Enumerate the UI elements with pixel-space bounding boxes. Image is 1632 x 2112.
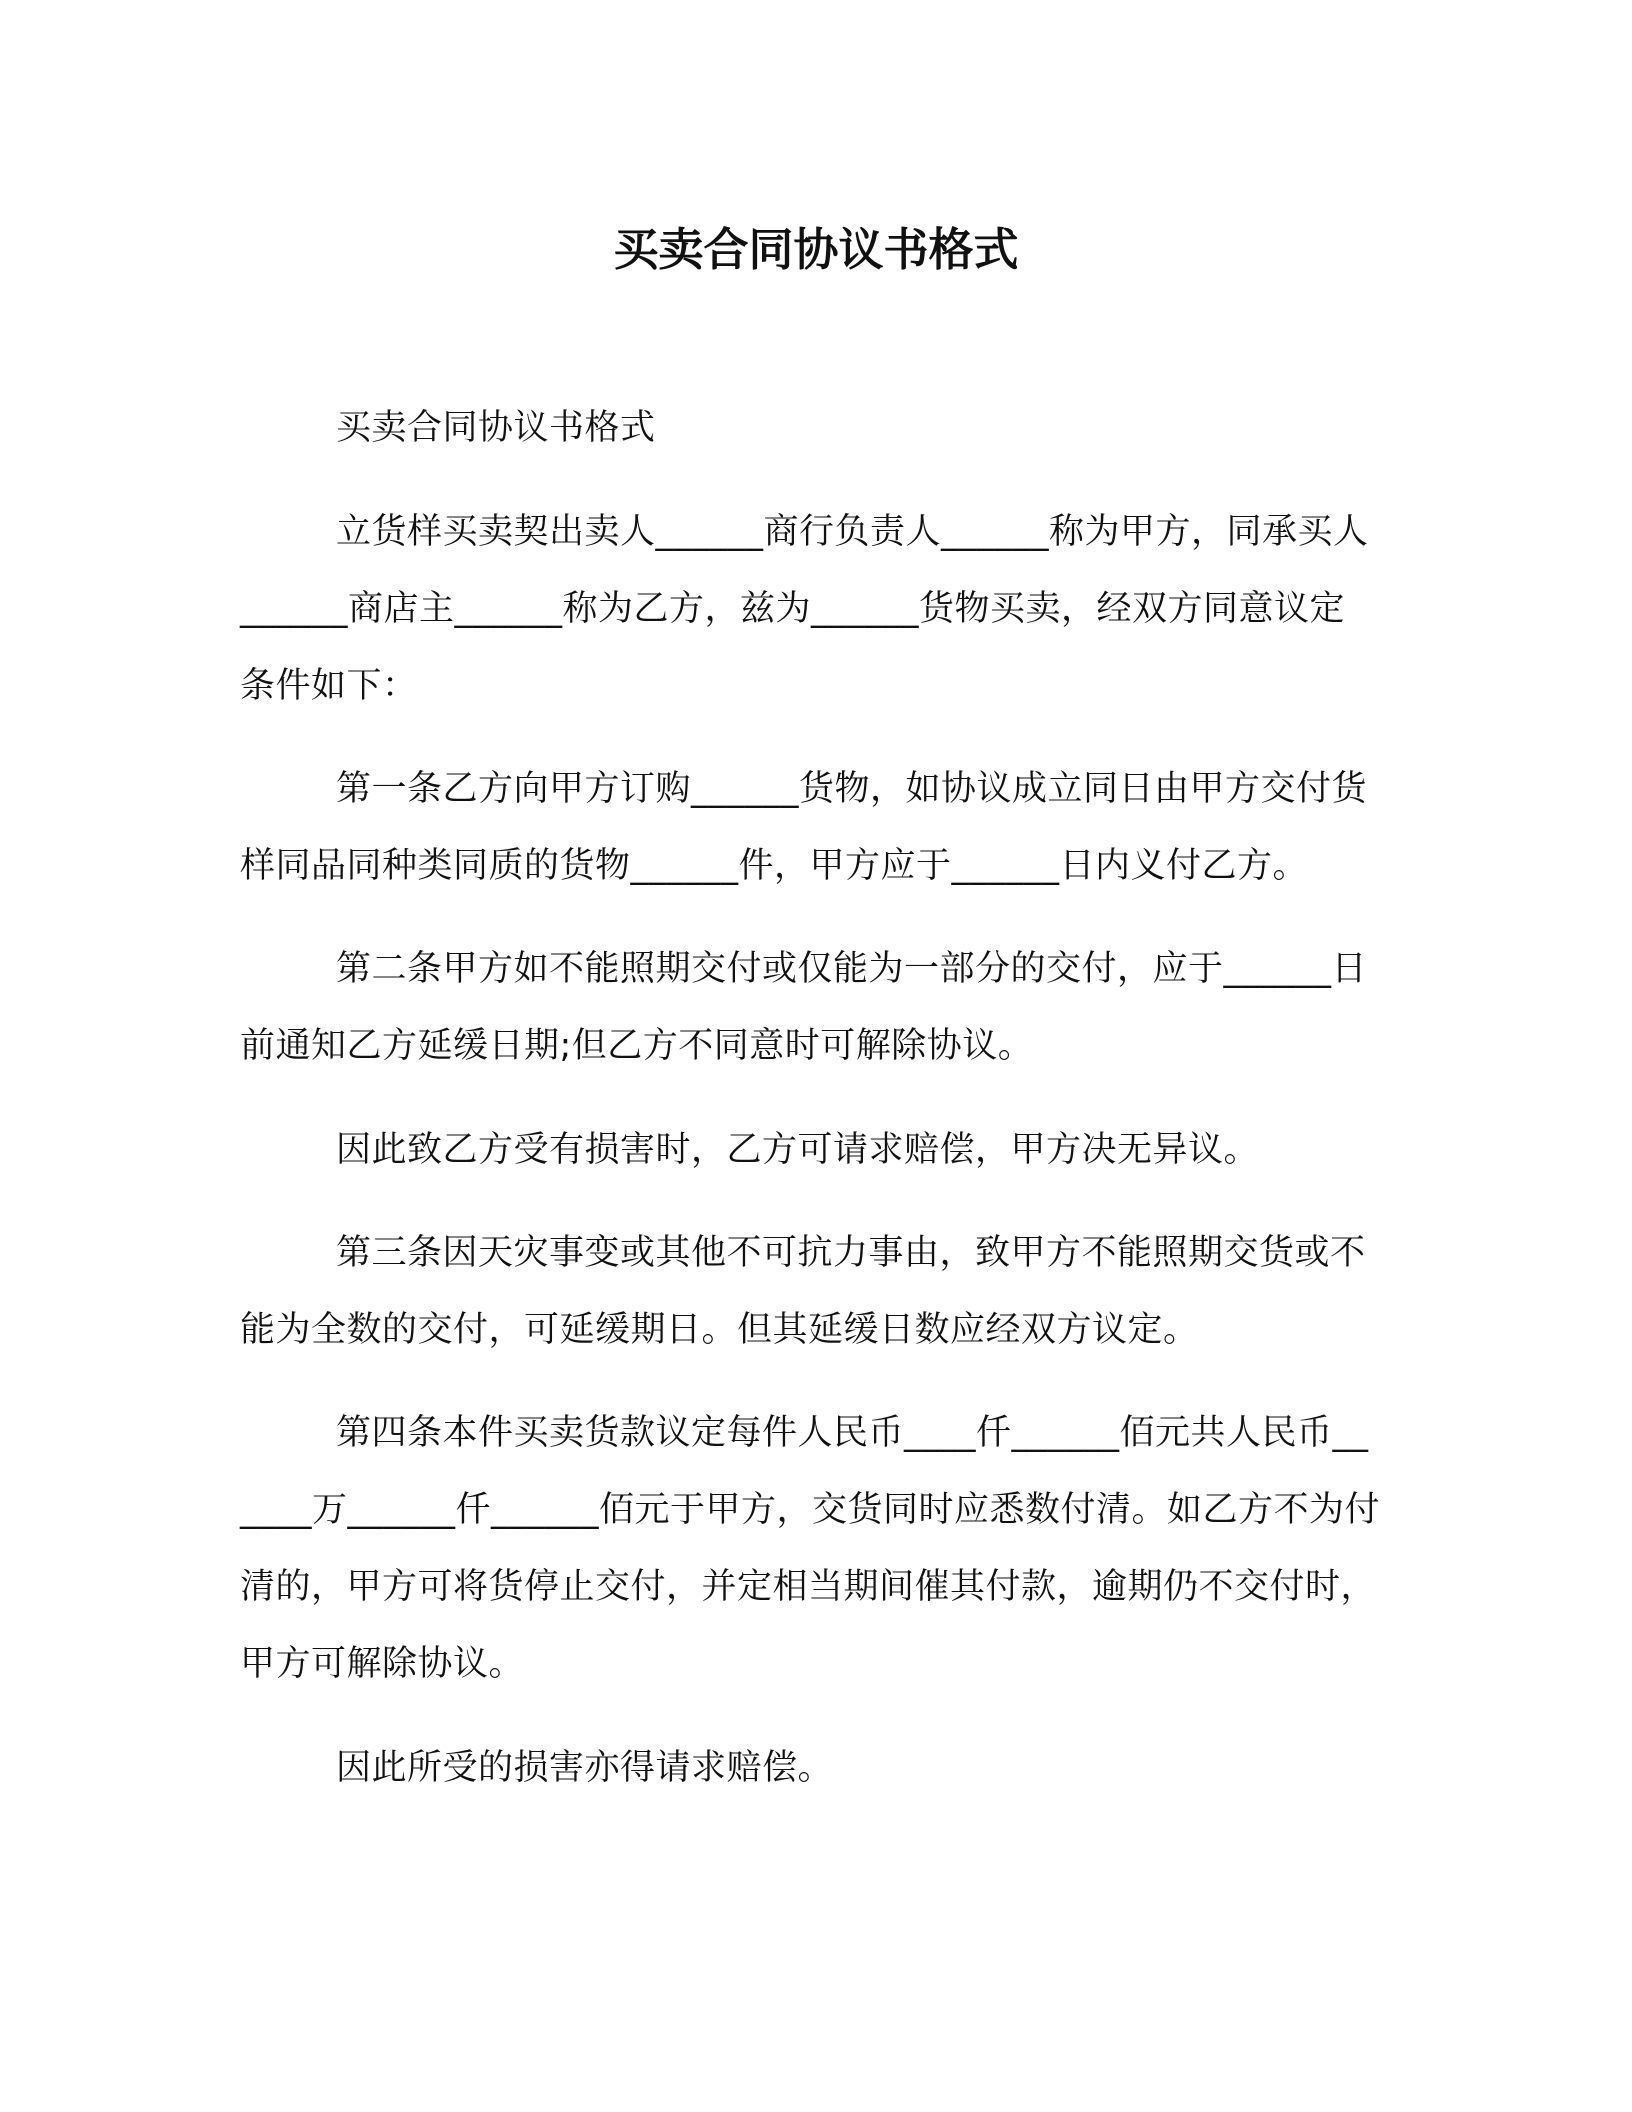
article-2-paragraph: 第二条甲方如不能照期交付或仅能为一部分的交付，应于______日前通知乙方延缓日期;但乙方不同意时可解除协议。: [240, 949, 1368, 1066]
preamble-paragraph: 立货样买卖契出卖人______商行负责人______称为甲方，同承买人______商店主______称为乙方，兹为______货物买卖，经双方同意议定条件如下：: [240, 512, 1369, 706]
article-1-paragraph: 第一条乙方向甲方订购______货物，如协议成立同日由甲方交付货样同品同种类同质的货物______件，甲方应于______日内义付乙方。: [240, 769, 1368, 886]
article-3-paragraph: 第三条因天灾事变或其他不可抗力事由，致甲方不能照期交货或不能为全数的交付，可延缓期日。但其延缓日数应经双方议定。: [240, 1233, 1366, 1350]
document-body: [240, 390, 1380, 1807]
article-4-damages-paragraph: 因此所受的损害亦得请求赔偿。: [336, 1748, 834, 1788]
document-title: 买卖合同协议书格式: [613, 223, 1019, 276]
subtitle-paragraph: 买卖合同协议书格式: [336, 408, 656, 448]
article-2-damages-paragraph: 因此致乙方受有损害时，乙方可请求赔偿，甲方决无异议。: [336, 1130, 1260, 1170]
article-4-paragraph: 第四条本件买卖货款议定每件人民币____仟______佰元共人民币______万______仟______佰元于甲方，交货同时应悉数付清。如乙方不为付清的，甲方可将货停止交付，并定相当期间催其付款，逾期仍不交付时，甲方可解除协议。: [240, 1413, 1381, 1684]
